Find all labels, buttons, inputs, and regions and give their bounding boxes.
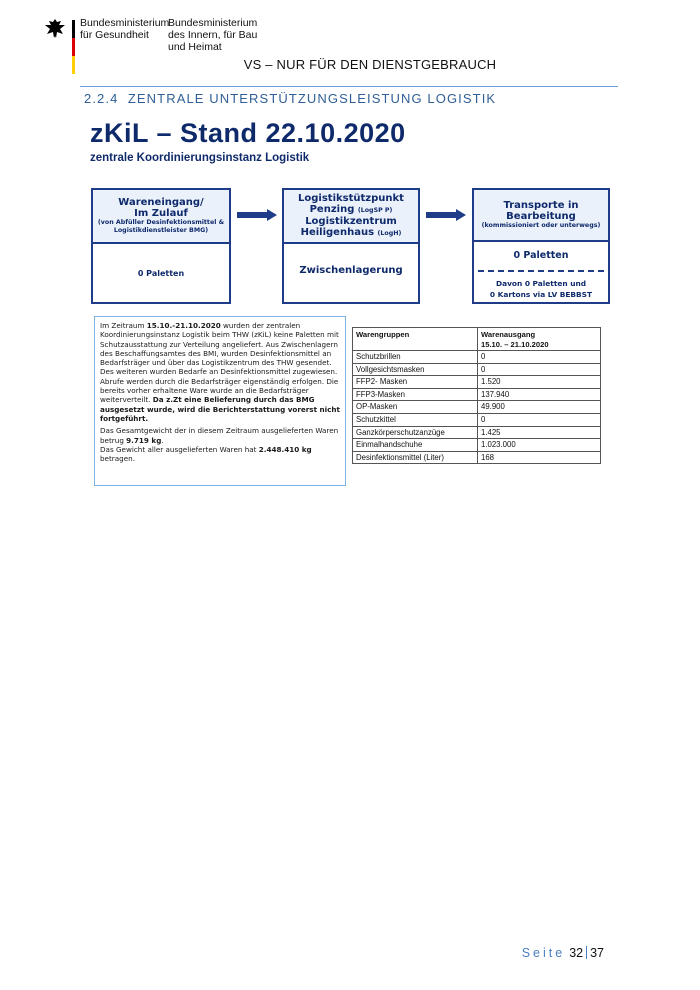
table-cell-group: Schutzbrillen	[353, 351, 478, 364]
table-cell-value: 0	[478, 413, 601, 426]
table-cell-group: Vollgesichtsmasken	[353, 363, 478, 376]
flow-box-logistics-header	[284, 190, 418, 244]
logistics-line2-tag: (LogSP P)	[357, 207, 393, 214]
logistics-line4: Heiligenhaus (LogH)	[300, 227, 402, 238]
table-cell-group: FFP2- Masken	[353, 376, 478, 389]
summary-paragraph-1: Im Zeitraum 15.10.-21.10.2020 wurden der zentralen Koordinierungsinstanz Logistik beim THW (zKiL) keine Paletten mit Schutzausstattung zur Verteilung angeliefert. Aus Zwischenlagern des Beschaffungsamtes des BMI, wurden Desinfektionsmittel an Bedarfsträger und über das Logistikzentrum des THW gesendet. Des weiteren wurden Bedarfe an Desinfektionsmittel zugewiesen. Abrufe werden durch die Bedarfsträger eigenständig erfolgen. Die bereits vorher erhaltene Ware wurde an die Bedarfsträger weiterverteilt. Da z.Zt eine Belieferung durch das BMG ausgesetzt wurde, wird die Berichterstattung vorerst nicht fortgeführt.	[100, 321, 340, 423]
federal-eagle-icon	[43, 17, 67, 41]
section-title: ZENTRALE UNTERSTÜTZUNGSLEISTUNG LOGISTIK	[127, 91, 497, 106]
flow-box-logistics-base	[282, 188, 420, 304]
transport-title-line2: Bearbeitung	[506, 211, 576, 222]
flow-arrow-right-icon	[426, 209, 466, 221]
logistics-line4-tag: (LogH)	[377, 230, 402, 237]
incoming-sub-line2: Logistikdienstleister BMG)	[113, 227, 209, 234]
transport-title-line1: Transporte in	[503, 200, 579, 211]
table-row	[353, 451, 601, 464]
page-label: Seite	[521, 946, 566, 960]
summary-note	[94, 316, 346, 486]
page-separator	[586, 946, 587, 959]
table-cell-value: 0	[478, 351, 601, 364]
transport-detail	[474, 278, 608, 300]
table-cell-group: Ganzkörperschutzanzüge	[353, 426, 478, 439]
table-row	[353, 413, 601, 426]
section-heading	[84, 91, 496, 106]
transport-value: 0 Paletten	[513, 250, 569, 261]
logistics-line1: Logistikstützpunkt	[298, 193, 404, 204]
incoming-title-line1: Wareneingang/	[118, 197, 204, 208]
table-cell-group: FFP3-Masken	[353, 388, 478, 401]
header-rule	[80, 86, 618, 87]
summary-paragraph-2: Das Gesamtgewicht der in diesem Zeitraum ausgelieferten Waren betrug 9.719 kg.	[100, 426, 339, 445]
summary-paragraph-3: Das Gewicht aller ausgelieferten Waren hat 2.448.410 kg betragen.	[100, 444, 312, 464]
transport-sub: (kommissioniert oder unterwegs)	[481, 222, 601, 229]
table-header-row	[353, 328, 601, 351]
table-cell-group: Einmalhandschuhe	[353, 439, 478, 452]
section-number: 2.2.4	[84, 91, 119, 106]
slide-subtitle: zentrale Koordinierungsinstanz Logistik	[90, 152, 310, 164]
flow-box-transport-header	[474, 190, 608, 242]
table-row	[353, 363, 601, 376]
table-cell-value: 49.900	[478, 401, 601, 414]
flow-box-incoming	[91, 188, 231, 304]
table-row	[353, 426, 601, 439]
table-cell-value: 168	[478, 451, 601, 464]
table-cell-value: 0	[478, 363, 601, 376]
flow-box-transport	[472, 188, 610, 304]
table-cell-value: 1.520	[478, 376, 601, 389]
table-cell-value: 1.425	[478, 426, 601, 439]
table-cell-value: 137.940	[478, 388, 601, 401]
ministry-interior-label: Bundesministerium des Innern, für Bau und Heimat	[168, 17, 258, 53]
table-row	[353, 401, 601, 414]
transport-detail-line2: 0 Kartons via LV BEBBST	[489, 290, 593, 299]
table-cell-group: Schutzkittel	[353, 413, 478, 426]
incoming-value: 0 Paletten	[137, 268, 185, 278]
incoming-sub-line1: (von Abfüller Desinfektionsmittel &	[97, 219, 225, 226]
table-cell-group: Desinfektionsmittel (Liter)	[353, 451, 478, 464]
logistics-line2: Penzing (LogSP P)	[309, 204, 393, 215]
table-row	[353, 439, 601, 452]
incoming-title-line2: Im Zulauf	[134, 208, 188, 219]
table-row	[353, 376, 601, 389]
table-header-outgoing: Warenausgang 15.10. – 21.10.2020	[478, 328, 601, 351]
table-row	[353, 388, 601, 401]
transport-detail-line1: Davon 0 Paletten und	[495, 279, 587, 288]
logistics-value: Zwischenlagerung	[299, 264, 403, 276]
slide-title: zKiL – Stand 22.10.2020	[90, 118, 406, 148]
logistics-line3: Logistikzentrum	[305, 216, 397, 227]
page-number: 32	[569, 946, 584, 960]
transport-divider	[478, 270, 604, 272]
table-row	[353, 351, 601, 364]
flow-box-incoming-header	[93, 190, 229, 244]
table-header-group: Warengruppen	[353, 328, 478, 351]
flow-arrow-right-icon	[237, 209, 277, 221]
goods-table	[352, 327, 601, 464]
classification-label: VS – NUR FÜR DEN DIENSTGEBRAUCH	[243, 57, 497, 72]
table-cell-value: 1.023.000	[478, 439, 601, 452]
page-total: 37	[590, 946, 604, 960]
page-footer	[522, 946, 604, 960]
ministry-health-label: Bundesministerium für Gesundheit	[80, 17, 170, 41]
table-cell-group: OP-Masken	[353, 401, 478, 414]
